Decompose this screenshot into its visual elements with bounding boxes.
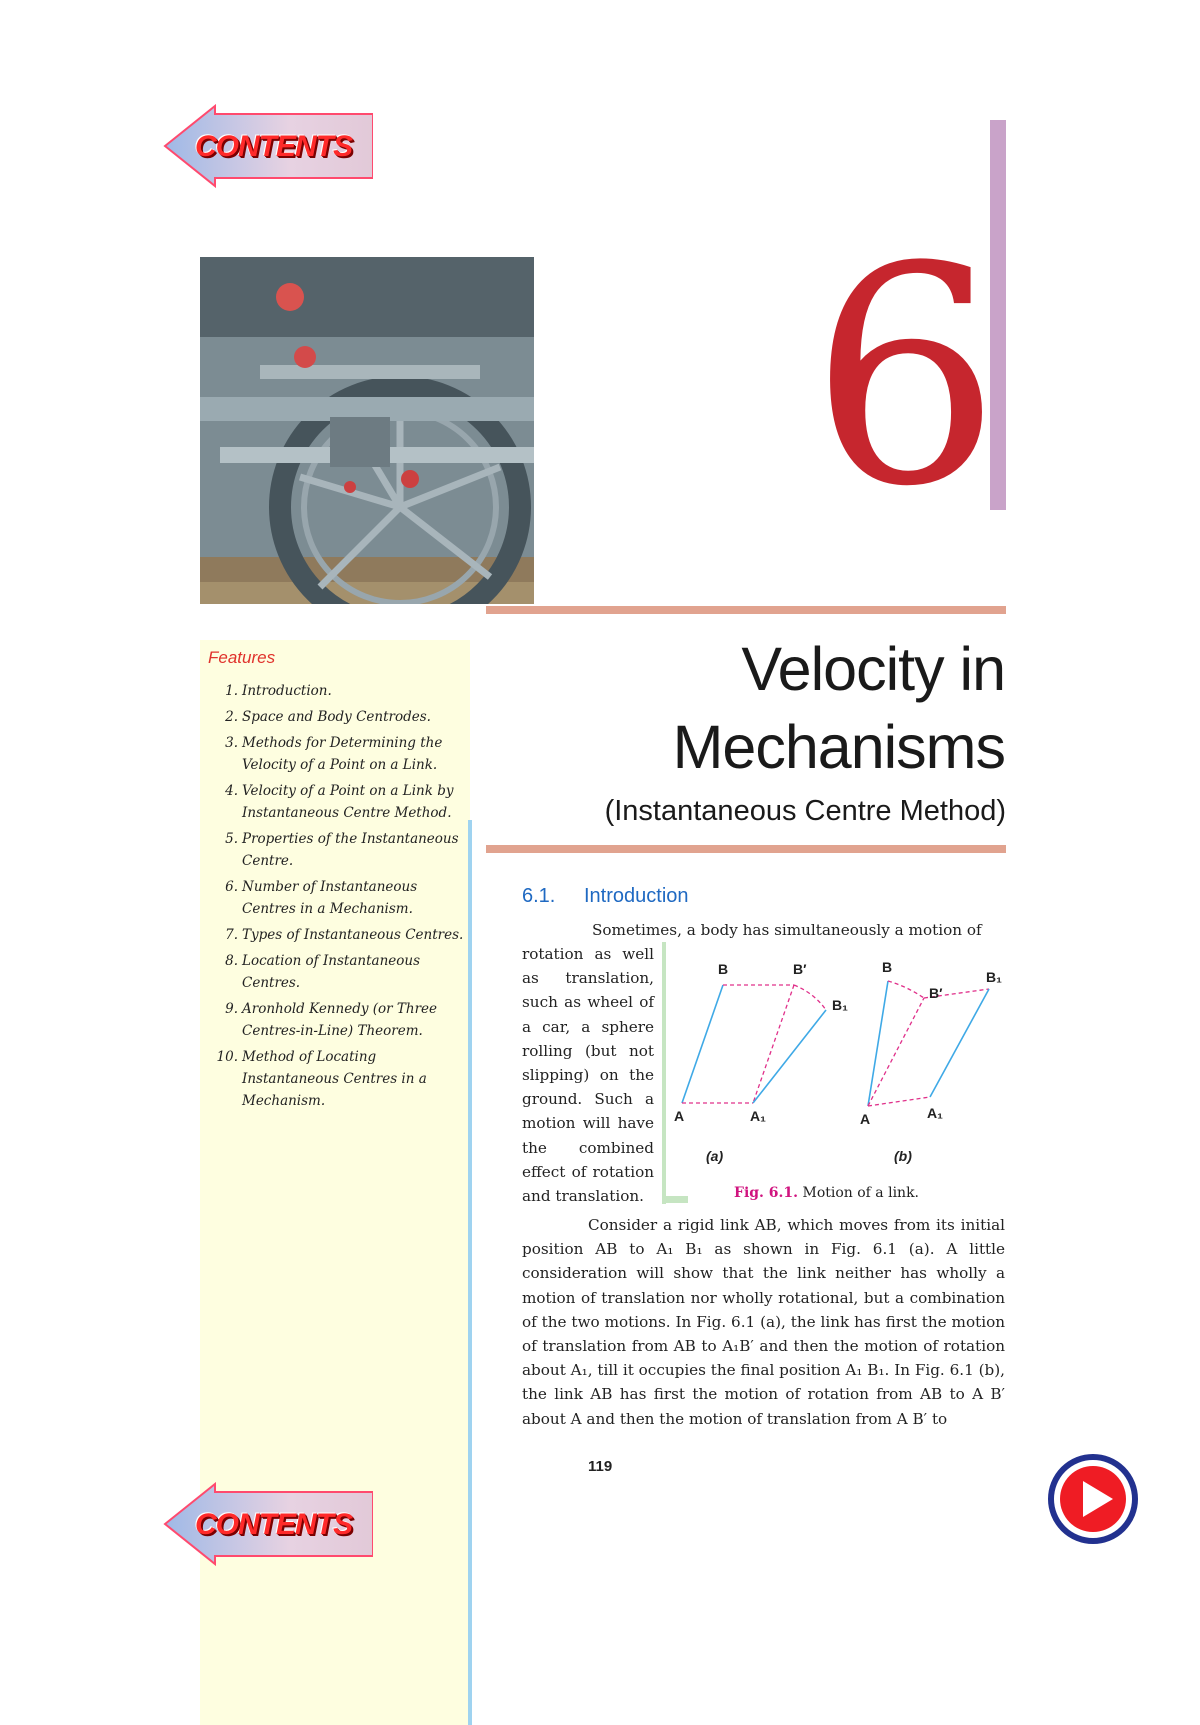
link-AB <box>682 985 723 1103</box>
label-B: B <box>882 959 893 975</box>
chapter-number: 6 <box>810 203 1001 552</box>
chapter-title-line2: Mechanisms <box>672 713 1005 781</box>
label-A1: A₁ <box>927 1105 943 1121</box>
section-heading <box>522 885 689 908</box>
feature-item[interactable]: 10. Method of Locating Instantaneous Centres in a Mechanism. <box>216 1049 427 1109</box>
label-Bprime: B′ <box>929 985 943 1001</box>
contents-button-bottom[interactable] <box>163 1482 373 1574</box>
arc-Bprime-B1 <box>794 985 826 1010</box>
chapter-subtitle: (Instantaneous Centre Method) <box>604 795 1006 827</box>
contents-label: CONTENTS <box>195 1508 352 1541</box>
label-A: A <box>674 1108 685 1124</box>
section-title: Introduction <box>584 885 689 907</box>
feature-item[interactable]: 7. Types of Instantaneous Centres. <box>225 927 464 943</box>
feature-item[interactable]: 9. Aronhold Kennedy (or Three Centres-in-Line) Theorem. <box>225 1001 438 1039</box>
feature-item[interactable]: 3. Methods for Determining the Velocity of a Point on a Link. <box>225 735 443 773</box>
feature-item[interactable]: 5. Properties of the Instantaneous Centre. <box>225 831 459 869</box>
arc-B-Bprime <box>888 981 924 998</box>
feature-item[interactable]: 4. Velocity of a Point on a Link by Instantaneous Centre Method. <box>225 783 454 821</box>
feature-item[interactable]: 2. Space and Body Centrodes. <box>225 709 431 725</box>
next-page-button[interactable] <box>1047 1453 1139 1545</box>
label-B1: B₁ <box>832 997 848 1013</box>
figure-caption <box>734 1185 974 1201</box>
figure-caption-text: Motion of a link. <box>802 1185 920 1201</box>
locomotive-wheel-photo <box>200 257 534 604</box>
features-title: Features <box>208 648 276 667</box>
figure-a <box>674 961 848 1164</box>
figure-6-1 <box>666 948 1016 1173</box>
feature-item[interactable]: 6. Number of Instantaneous Centres in a Mechanism. <box>225 879 418 917</box>
label-A: A <box>860 1111 871 1127</box>
features-list <box>200 680 470 1116</box>
path-A-A1 <box>868 1097 930 1106</box>
label-Bprime: B′ <box>793 961 807 977</box>
label-B1: B₁ <box>986 969 1002 985</box>
paragraph-1-rest: rotation as well as translation, such as wheel of a car, a sphere rolling (but not slipping) on the ground. Such a motion will have the combined effect of rotation and translation. <box>522 945 654 1206</box>
page-number: 119 <box>588 1458 613 1475</box>
chapter-title <box>480 630 1005 786</box>
figure-caption-label: Fig. 6.1. <box>734 1185 799 1201</box>
play-arrow-icon <box>1047 1453 1139 1545</box>
feature-item[interactable]: 8. Location of Instantaneous Centres. <box>225 953 421 991</box>
subfigure-label-a: (a) <box>706 1148 724 1164</box>
label-B: B <box>718 961 729 977</box>
feature-item[interactable]: 1. Introduction. <box>225 683 332 699</box>
line-A1-Bprime <box>753 985 794 1103</box>
paragraph-1-first-line: Sometimes, a body has simultaneously a motion of <box>592 921 982 939</box>
link-A1B1 <box>753 1010 826 1103</box>
features-edge <box>468 820 472 1725</box>
paragraph-2 <box>522 1213 1005 1431</box>
contents-button-top[interactable] <box>163 104 373 196</box>
contents-label: CONTENTS <box>195 130 352 163</box>
figure-edge-foot <box>662 1196 688 1203</box>
label-A1: A₁ <box>750 1108 766 1124</box>
subfigure-label-b: (b) <box>894 1148 912 1164</box>
paragraph-2-text: Consider a rigid link AB, which moves from its initial position AB to A₁ B₁ as shown in Fig. 6.1 (a). A little consideration will show that the link neither has wholly a motion of translation nor wholly rotational, but a combination of the two motions. In Fig. 6.1 (a), the link has first the motion of translation from AB to A₁B′ and then the motion of rotation about A₁, till it occupies the final position A₁ B₁. In Fig. 6.1 (b), the link AB has first the motion of rotation from AB to A B′ about A and then the motion of translation from A B′ to <box>522 1216 1005 1428</box>
title-rule-bottom <box>486 845 1006 853</box>
link-A1B1 <box>930 989 989 1097</box>
title-rule-top <box>486 606 1006 614</box>
figure-b <box>860 959 1002 1164</box>
chapter-title-line1: Velocity in <box>741 635 1005 703</box>
section-number: 6.1. <box>522 885 556 907</box>
